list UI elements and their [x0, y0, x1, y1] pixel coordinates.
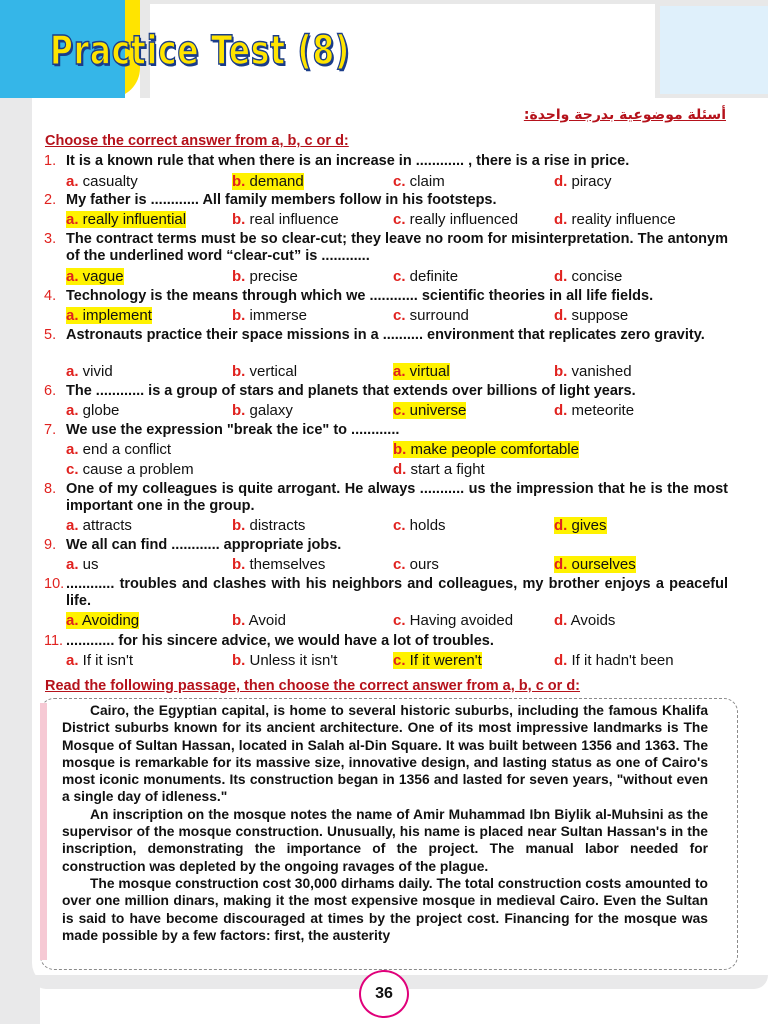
answer-option-correct[interactable] — [66, 268, 124, 285]
arabic-heading: أسئلة موضوعية بدرجة واحدة: — [523, 107, 726, 123]
question-number: 5. — [44, 327, 57, 343]
options-row — [66, 612, 746, 630]
question — [44, 481, 728, 515]
option-letter: b. — [232, 612, 246, 629]
option-text: If it weren't — [405, 652, 482, 669]
question-text: ............ for his sincere advice, we would have a lot of troubles. — [66, 633, 494, 649]
answer-option[interactable] — [66, 461, 194, 478]
answer-option-correct[interactable] — [554, 556, 636, 573]
option-text: immerse — [245, 307, 308, 324]
option-letter: d. — [554, 307, 568, 324]
options-row — [66, 441, 746, 459]
option-text: casualty — [78, 173, 138, 190]
option-text: precise — [245, 268, 298, 285]
option-letter: d. — [554, 173, 568, 190]
answer-option[interactable] — [232, 268, 298, 285]
answer-option[interactable] — [232, 556, 325, 573]
option-text: galaxy — [245, 402, 293, 419]
option-letter: b. — [232, 363, 246, 380]
option-text: If it isn't — [78, 652, 134, 669]
answer-option[interactable] — [232, 652, 337, 669]
option-text: us — [78, 556, 99, 573]
option-text: surround — [405, 307, 469, 324]
answer-option[interactable] — [232, 517, 305, 534]
answer-option-correct[interactable] — [393, 652, 482, 669]
answer-option-correct[interactable] — [393, 441, 579, 458]
question — [44, 633, 728, 650]
option-letter: c. — [393, 173, 406, 190]
answer-option[interactable] — [66, 173, 138, 190]
answer-option[interactable] — [393, 268, 458, 285]
answer-option[interactable] — [554, 612, 615, 629]
answer-option[interactable] — [554, 652, 674, 669]
answer-option[interactable] — [232, 612, 286, 629]
page-title: Practice Test (8) — [50, 28, 351, 74]
option-text: real influence — [245, 211, 339, 228]
option-letter: a. — [66, 402, 79, 419]
option-text: suppose — [567, 307, 629, 324]
passage-accent-bar — [40, 703, 47, 960]
question-text: We all can find ............ appropriate jobs. — [66, 537, 342, 553]
answer-option[interactable] — [393, 612, 513, 629]
question-number: 1. — [44, 153, 57, 169]
answer-option-correct[interactable] — [393, 363, 450, 380]
answer-option[interactable] — [393, 173, 445, 190]
option-text: holds — [405, 517, 446, 534]
answer-option[interactable] — [232, 307, 307, 324]
option-text: globe — [78, 402, 120, 419]
option-letter: a. — [66, 441, 79, 458]
option-letter: c. — [393, 612, 406, 629]
answer-option-correct[interactable] — [66, 612, 139, 629]
question-text: The contract terms must be so clear-cut; they leave no room for misinterpretation. The antonym of the underlined word “clear-cut” is ............ — [66, 231, 728, 264]
option-text: attracts — [78, 517, 132, 534]
passage-paragraph: The mosque construction cost 30,000 dirhams daily. The total construction costs amounted to over one million dinars, making it the most expensive mosque in medieval Cairo. Even the Sultan is said to have become discouraged at times by the project cost. Financing for the mosque was made possible by a few factors: first, the austerity — [62, 875, 708, 943]
option-letter: d. — [554, 517, 568, 534]
options-row — [66, 307, 746, 325]
options-row — [66, 461, 746, 479]
option-text: Avoiding — [78, 612, 140, 629]
question-text: Astronauts practice their space missions in a .......... environment that replicates zero gravity. — [66, 327, 705, 343]
option-letter: a. — [66, 268, 79, 285]
option-letter: b. — [554, 363, 568, 380]
options-row — [66, 652, 746, 670]
option-letter: b. — [232, 268, 246, 285]
answer-option[interactable] — [554, 268, 622, 285]
options-row — [66, 402, 746, 420]
answer-option[interactable] — [554, 363, 632, 380]
option-text: piracy — [567, 173, 612, 190]
answer-option[interactable] — [393, 556, 439, 573]
option-letter: a. — [66, 307, 79, 324]
question-number: 10. — [44, 576, 65, 592]
section-title-mcq: Choose the correct answer from a, b, c or d: — [45, 133, 349, 149]
option-letter: b. — [232, 173, 246, 190]
option-letter: d. — [554, 211, 568, 228]
options-row — [66, 517, 746, 535]
option-text: If it hadn't been — [567, 652, 674, 669]
option-text: vivid — [78, 363, 113, 380]
option-text: demand — [245, 173, 304, 190]
option-letter: a. — [66, 517, 79, 534]
option-text: really influential — [78, 211, 187, 228]
answer-option[interactable] — [66, 363, 113, 380]
page-number: 36 — [359, 970, 409, 1018]
option-text: end a conflict — [78, 441, 172, 458]
option-text: themselves — [245, 556, 326, 573]
question-number: 8. — [44, 481, 57, 497]
option-letter: d. — [554, 556, 568, 573]
option-letter: a. — [393, 363, 406, 380]
option-text: make people comfortable — [406, 441, 579, 458]
option-letter: a. — [66, 612, 79, 629]
question-number: 9. — [44, 537, 57, 553]
question — [44, 153, 728, 170]
option-letter: c. — [393, 517, 406, 534]
option-text: Having avoided — [405, 612, 514, 629]
option-text: vague — [78, 268, 124, 285]
option-text: really influenced — [405, 211, 519, 228]
passage-paragraph: Cairo, the Egyptian capital, is home to several historic suburbs, including the famous Khalifa District suburbs known for its ancient architecture. One of its most impressive landmarks is The Mosque of Sultan Hassan, located in Salah al-Din Square. It was built between 1356 and 1363. The mosque is remarkable for its massive size, innovative design, and lasting status as one of Cairo's most iconic monuments. Its construction began in 1356 and lasted for seven years, "without even a single day of idleness." — [62, 703, 708, 805]
option-text: ourselves — [567, 556, 636, 573]
question — [44, 537, 728, 554]
answer-option[interactable] — [554, 211, 676, 228]
question — [44, 327, 728, 344]
option-text: ours — [405, 556, 439, 573]
options-row — [66, 363, 746, 381]
answer-option[interactable] — [232, 363, 297, 380]
question — [44, 231, 728, 265]
question-number: 4. — [44, 288, 57, 304]
question-number: 2. — [44, 192, 57, 208]
answer-option[interactable] — [554, 402, 634, 419]
answer-option[interactable] — [66, 402, 119, 419]
question — [44, 383, 728, 400]
options-row — [66, 268, 746, 286]
option-letter: c. — [393, 556, 406, 573]
passage-text — [62, 702, 708, 944]
option-text: reality influence — [567, 211, 676, 228]
question-text: Technology is the means through which we ............ scientific theories in all life fields. — [66, 288, 654, 304]
question-text: It is a known rule that when there is an increase in ............ , there is a rise in price. — [66, 153, 630, 169]
answer-option-correct[interactable] — [66, 307, 152, 324]
option-text: meteorite — [567, 402, 635, 419]
option-text: vertical — [245, 363, 298, 380]
answer-option-correct[interactable] — [554, 517, 607, 534]
question-text: ............ troubles and clashes with his neighbors and colleagues, my brother enjoys a peaceful life. — [66, 576, 728, 609]
question-number: 6. — [44, 383, 57, 399]
answer-option[interactable] — [393, 307, 469, 324]
option-text: start a fight — [406, 461, 485, 478]
question — [44, 288, 728, 305]
option-letter: b. — [393, 441, 407, 458]
question-text: My father is ............ All family members follow in his footsteps. — [66, 192, 497, 208]
option-text: cause a problem — [78, 461, 194, 478]
answer-option[interactable] — [554, 307, 628, 324]
options-row — [66, 556, 746, 574]
option-letter: c. — [393, 211, 406, 228]
option-letter: a. — [66, 652, 79, 669]
option-letter: b. — [232, 211, 246, 228]
option-letter: a. — [66, 211, 79, 228]
question-number: 11. — [44, 633, 64, 649]
option-text: gives — [567, 517, 607, 534]
option-letter: a. — [66, 173, 79, 190]
option-text: Avoid — [245, 612, 286, 629]
question-text: We use the expression "break the ice" to ............ — [66, 422, 400, 438]
answer-option[interactable] — [66, 652, 133, 669]
answer-option-correct[interactable] — [66, 211, 186, 228]
answer-option[interactable] — [66, 556, 99, 573]
question-text: The ............ is a group of stars and planets that extends over billions of light years. — [66, 383, 636, 399]
answer-option[interactable] — [66, 517, 132, 534]
option-letter: c. — [393, 402, 406, 419]
option-letter: a. — [66, 363, 79, 380]
answer-option-correct[interactable] — [393, 402, 466, 419]
option-letter: c. — [393, 268, 406, 285]
question-number: 3. — [44, 231, 57, 247]
answer-option[interactable] — [232, 211, 339, 228]
option-letter: c. — [393, 652, 406, 669]
question — [44, 192, 728, 209]
options-row — [66, 173, 746, 191]
option-letter: d. — [554, 612, 568, 629]
header-corner-box — [660, 6, 768, 94]
option-letter: a. — [66, 556, 79, 573]
option-letter: d. — [554, 652, 568, 669]
answer-option[interactable] — [393, 461, 485, 478]
option-text: claim — [405, 173, 445, 190]
option-letter: d. — [393, 461, 407, 478]
answer-option[interactable] — [66, 441, 171, 458]
answer-option[interactable] — [393, 211, 518, 228]
option-text: virtual — [405, 363, 450, 380]
answer-option[interactable] — [393, 517, 446, 534]
answer-option[interactable] — [554, 173, 612, 190]
option-text: definite — [405, 268, 459, 285]
question — [44, 576, 728, 610]
option-letter: b. — [232, 556, 246, 573]
option-text: Unless it isn't — [245, 652, 338, 669]
option-letter: c. — [66, 461, 79, 478]
answer-option[interactable] — [232, 402, 293, 419]
question-number: 7. — [44, 422, 57, 438]
option-text: Avoids — [567, 612, 616, 629]
option-text: implement — [78, 307, 152, 324]
option-text: distracts — [245, 517, 306, 534]
question-text: One of my colleagues is quite arrogant. He always ........... us the impression that he is the most important one in the group. — [66, 481, 728, 514]
option-text: concise — [567, 268, 623, 285]
page-header — [0, 0, 768, 100]
option-letter: b. — [232, 307, 246, 324]
option-letter: c. — [393, 307, 406, 324]
options-row — [66, 211, 746, 229]
option-letter: b. — [232, 652, 246, 669]
section-title-passage: Read the following passage, then choose the correct answer from a, b, c or d: — [45, 678, 580, 694]
option-letter: d. — [554, 402, 568, 419]
answer-option-correct[interactable] — [232, 173, 304, 190]
option-letter: d. — [554, 268, 568, 285]
option-text: vanished — [567, 363, 632, 380]
option-letter: b. — [232, 517, 246, 534]
passage-paragraph: An inscription on the mosque notes the name of Amir Muhammad Ibn Biylik al-Muhsini as the supervisor of the mosque construction. Unusually, his name is placed near Sultan Hassan's in the inscription, demonstrating the importance of the project. The manual labor needed for construction was depleted by the ongoing ravages of the plague. — [62, 806, 708, 874]
option-letter: b. — [232, 402, 246, 419]
question — [44, 422, 728, 439]
option-text: universe — [405, 402, 467, 419]
